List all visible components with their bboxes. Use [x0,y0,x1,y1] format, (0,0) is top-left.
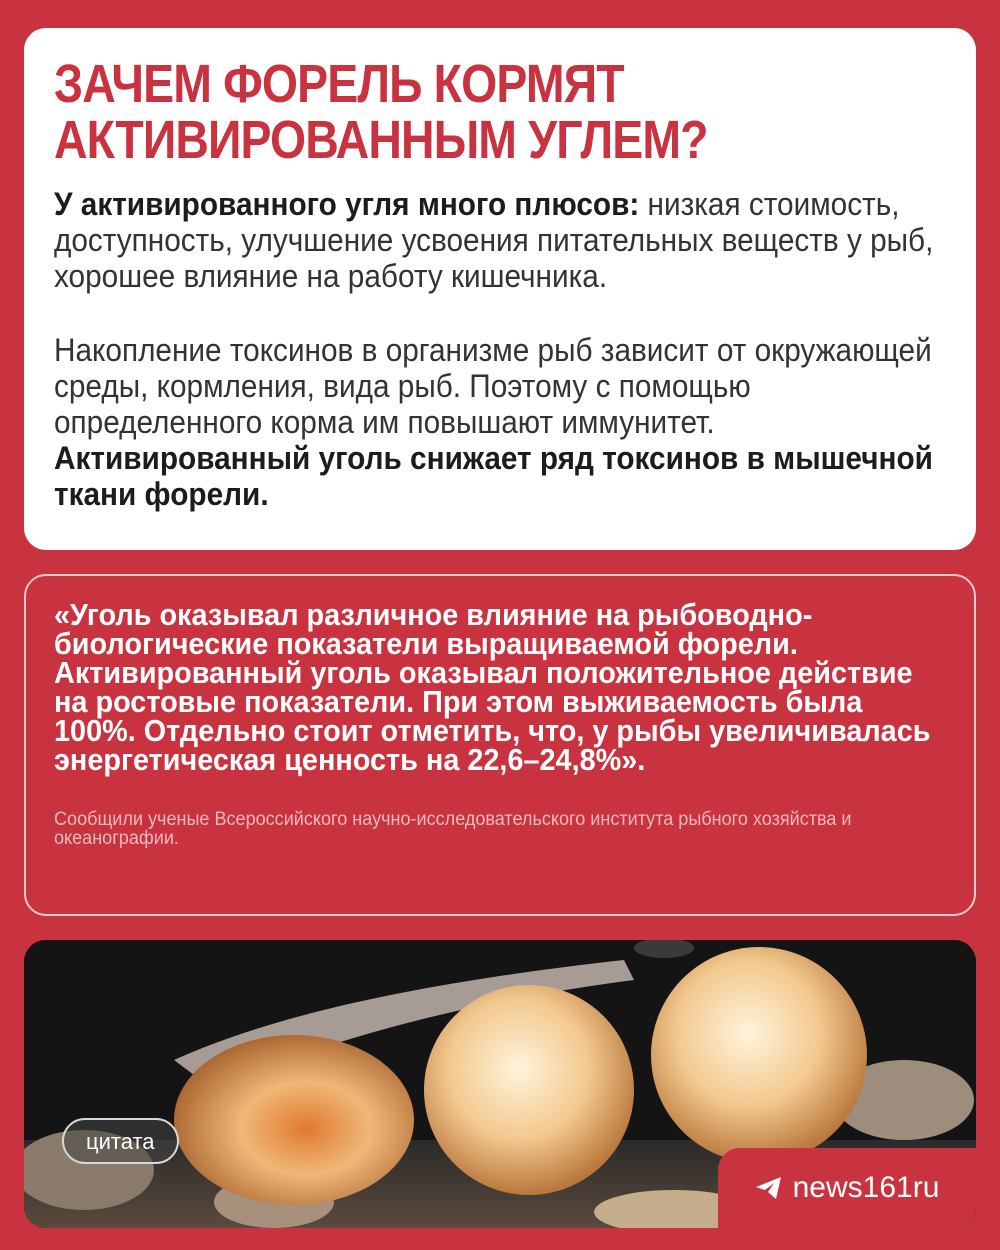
alevin-yolk-sac [174,1035,414,1205]
channel-name: news161ru [792,1171,940,1204]
quote-source: Сообщили ученые Всероссийского научно-исследовательского института рыбного хозяйства и океанографии. [54,809,852,849]
intro-bold-lead: У активированного угля много плюсов: [54,186,640,222]
page-title: ЗАЧЕМ ФОРЕЛЬ КОРМЯТ АКТИВИРОВАННЫМ УГЛЕМ? [54,54,708,170]
channel-badge[interactable] [718,1148,976,1228]
trout-eggs-photo [24,940,976,1228]
egg [651,947,867,1163]
intro-text: низкая стоимость, доступность, улучшение усвоения питательных веществ у рыб, хорошее влияние на работу кишечника. [54,186,934,294]
egg [424,985,634,1195]
toxins-paragraph [54,332,952,512]
toxins-bold-tail: Активированный уголь снижает ряд токсинов в мышечной ткани форели. [54,440,933,512]
intro-paragraph [54,186,952,294]
quote-text: «Уголь оказывал различное влияние на рыбоводно-биологические показатели выращиваемой форели. Активированный уголь оказывал положительное действие на ростовые показатели. При этом выживаемость была 100%. Отдельно стоит отметить, что, у рыбы увеличивалась энергетическая ценность на 22,6–24,8%». [54,597,931,777]
quote-card [24,574,976,916]
toxins-text: Накопление токсинов в организме рыб зависит от окружающей среды, кормления, вида рыб. Поэтому с помощью определенного корма им повышают иммунитет. [54,332,932,440]
telegram-plane-icon [755,1176,783,1200]
article-card [24,28,976,550]
quote-tag: цитата [62,1118,179,1164]
